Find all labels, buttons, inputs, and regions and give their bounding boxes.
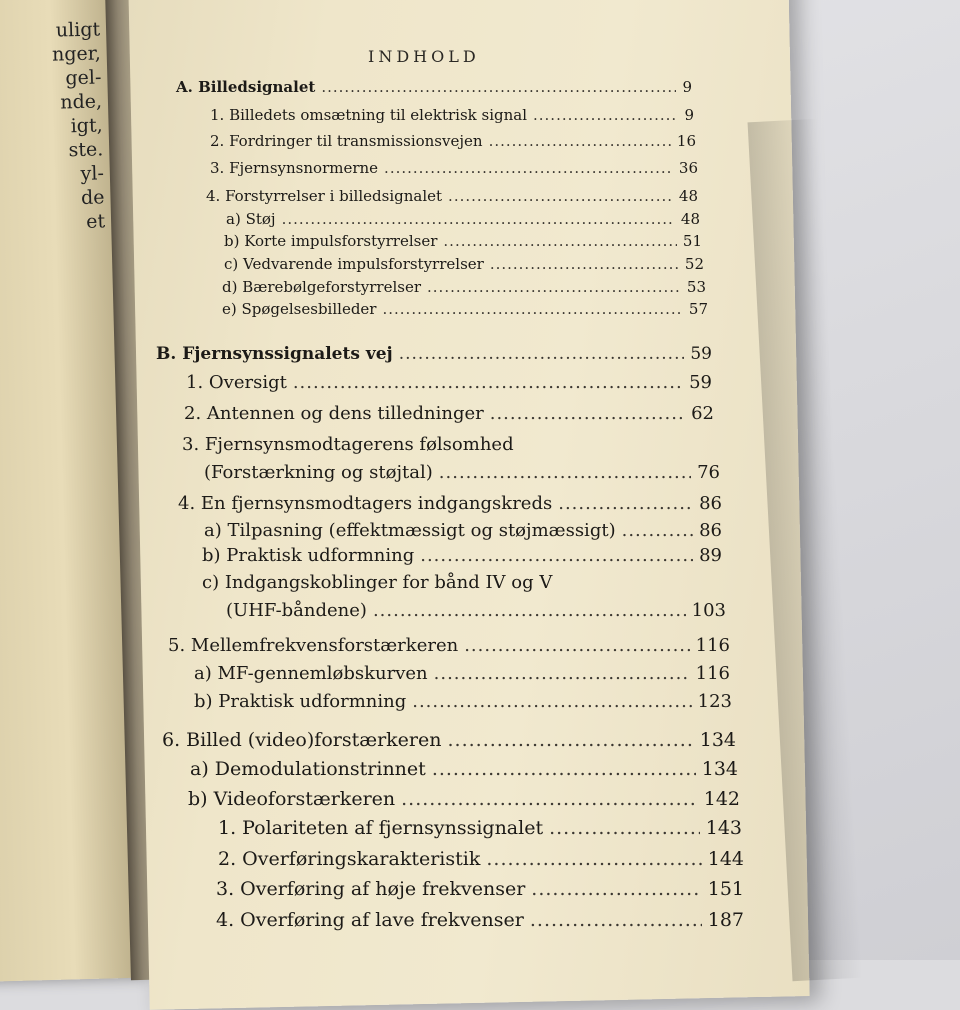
toc-subsubentry: 3. Overføring af høje frekvenser ..... 151 xyxy=(216,878,744,900)
toc-entry: 2. Fordringer til transmissionsvejen ..... 16 xyxy=(210,132,696,150)
toc-subentry: c) Vedvarende impulsforstyrrelser ..... 52 xyxy=(224,255,704,273)
left-page-text: igt, xyxy=(70,114,103,138)
toc-subentry: a) Tilpasning (effektmæssigt og støjmæssigt) ..... 86 xyxy=(204,520,722,541)
toc-section-b: B. Fjernsynssignalets vej ..... 59 xyxy=(156,344,712,364)
toc-entry: 1. Billedets omsætning til elektrisk signal ..... 9 xyxy=(210,106,694,124)
toc-subentry: (UHF-båndene) ..... 103 xyxy=(226,600,726,621)
left-page-text: et xyxy=(85,210,106,233)
toc-entry-line: 3. Fjernsynsmodtagerens følsomhed xyxy=(182,434,514,455)
toc-subsubentry: 1. Polariteten af fjernsynssignalet ..... 143 xyxy=(218,817,742,839)
toc-section-a: A. Billedsignalet ..... 9 xyxy=(176,78,692,96)
toc-subentry: b) Videoforstærkeren ..... 142 xyxy=(188,788,740,810)
toc-subsubentry: 2. Overføringskarakteristik ..... 144 xyxy=(218,848,744,870)
toc-subentry: b) Korte impulsforstyrrelser ..... 51 xyxy=(224,232,702,250)
left-page-text: ste. xyxy=(68,138,104,162)
toc-entry: 4. Forstyrrelser i billedsignalet ..... 48 xyxy=(206,187,698,205)
page-title: INDHOLD xyxy=(368,47,480,66)
left-page-text: uligt xyxy=(55,18,101,42)
left-page-text: nde, xyxy=(60,90,103,114)
toc-subentry: a) Demodulationstrinnet ..... 134 xyxy=(190,758,738,780)
toc-subentry: b) Praktisk udformning ..... 89 xyxy=(202,545,722,566)
toc-entry: (Forstærkning og støjtal) ..... 76 xyxy=(204,462,720,483)
toc-subentry: e) Spøgelsesbilleder ..... 57 xyxy=(222,300,708,318)
toc-subentry: a) MF-gennemløbskurven ..... 116 xyxy=(194,663,730,684)
toc-subentry: b) Praktisk udformning ..... 123 xyxy=(194,691,732,712)
left-page-text: gel- xyxy=(65,66,102,90)
toc-subentry: a) Støj ..... 48 xyxy=(226,210,700,228)
toc-subsubentry: 4. Overføring af lave frekvenser ..... 187 xyxy=(216,909,744,931)
left-page-text: yl- xyxy=(80,162,105,185)
left-page-text: de xyxy=(80,186,105,209)
toc-entry: 6. Billed (video)forstærkeren ..... 134 xyxy=(162,729,736,751)
toc-entry: 3. Fjernsynsnormerne ..... 36 xyxy=(210,159,698,177)
toc-entry: 5. Mellemfrekvensforstærkeren ..... 116 xyxy=(168,635,730,656)
toc-entry: 4. En fjernsynsmodtagers indgangskreds ..... 86 xyxy=(178,493,722,514)
toc-subentry-line: c) Indgangskoblinger for bånd IV og V xyxy=(202,572,553,593)
toc-subentry: d) Bærebølgeforstyrrelser ..... 53 xyxy=(222,278,706,296)
left-page-text: nger, xyxy=(51,42,102,66)
toc-entry: 1. Oversigt ..... 59 xyxy=(186,372,712,393)
toc-entry: 2. Antennen og dens tilledninger ..... 62 xyxy=(184,403,714,424)
